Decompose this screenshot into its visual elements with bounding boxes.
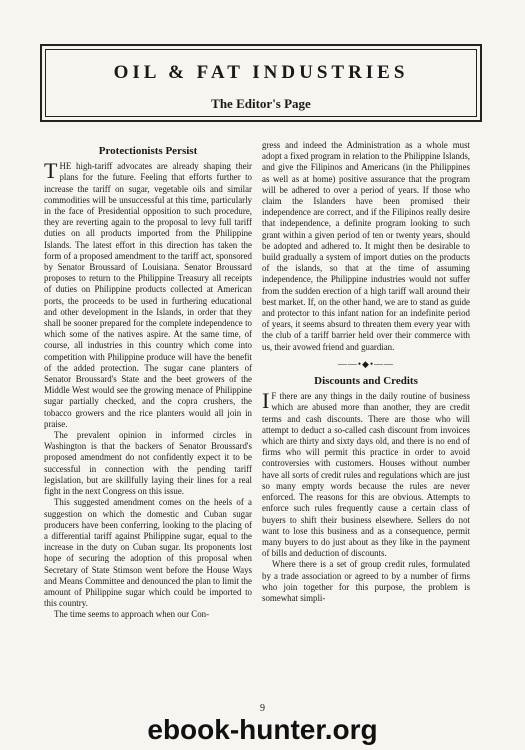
article-title-discounts: Discounts and Credits	[314, 375, 418, 388]
section-divider: ——•◆•——	[337, 358, 395, 369]
article2-paragraph-1: IF there are any things in the daily routine of business which are abused more than another, they are credit terms and cash discounts. There are those who will attempt to deduct a so-called cash discount from invoices which are thirty and sixty days old, and there is no end of firms who will permit this practice in order to avoid controversies with customers. Houses without number have all sorts of credit rules and regulations which are just so many empty words because the rules are never enforced. The reasons for this are obvious. Attempts to enforce such rules frequently cause a certain class of buyers to shift their business elsewhere. Sellers do not want to lose this business and as a consequence, permit many buyers to do just about as they like in the payment of bills and deduction of discounts.	[262, 388, 470, 559]
article1-paragraph-1: THE high-tariff advocates are already shaping their plans for the future. Feeling that efforts further to increase the tariff on sugar, vegetable oils and similar commodities will be unsuccessful at this time, particularly in the face of Presidential opposition to such procedure, they are reverting again to the proposal to levy full tariff duties on all products imported from the Philippine Islands. The latest effort in this direction has taken the form of a proposed amendment to the tariff act, sponsored by Senator Broussard of Louisiana. Senator Broussard proposes to return to the Philippine Treasury all receipts of duties on Philippine products collected at American ports, the proceeds to be used in furthering educational and other development in the Islands, in order that they shall be sooner prepared for the complete independence to which some of the natives aspire. At the same time, of course, all industries in this country which come into competition with Philippine produce will have the benefit of the added protection. The sugar cane planters of Senator Broussard's State and the beet growers of the Middle West would see the growing menace of Philippine sugar partially checked, and the copra crushers, the tobacco growers and the rice planters would all join in praise.	[44, 158, 252, 429]
article-title-protectionists: Protectionists Persist	[98, 145, 198, 157]
article2-paragraph-2: Where there is a set of group credit rules, formulated by a trade association or agreed to by a number of firms who join together for this purpose, the problem is somewhat simpli-	[262, 559, 470, 603]
right-column	[262, 140, 470, 695]
page-subtitle: The Editor's Page	[211, 96, 311, 111]
article1-paragraph-5: gress and indeed the Administration as a whole must adopt a fixed program in relation to the Philippine Islands, and give the Filipinos and Americans (in the Philippines as well as at home) positive assurance that the program will be adhered to over a period of years. If those who claim the Islanders have been promised their independence are correct, and if the Filipinos really desire that independence, a definite program looking to such grant within a given period of ten or twenty years, should be adopted and adhered to. It might then be desirable to build gradually a system of import duties on the products of the islands, so that at the time of assuming independence, the Philippine industries would not suffer from the sudden erection of a high tariff wall around their best market. If, on the other hand, we are to stand as guide and protector to this infant nation for an indefinite period of years, it seems absurd to threaten them every year with the club of a tariff barrier held over their commerce with us, their avowed friend and guardian.	[262, 140, 470, 352]
left-column	[44, 140, 252, 695]
page-number: 9	[260, 703, 265, 714]
article1-paragraph-4: The time seems to approach when our Con-	[54, 609, 210, 620]
article1-paragraph-2: The prevalent opinion in informed circles in Washington is that the backers of Senator Broussard's proposed amendment do not confidently expect it to be successful in connection with the pending tariff legislation, but are skillfully laying their lines for a real fight in the next Congress on this issue.	[44, 430, 252, 497]
masthead-frame	[40, 44, 482, 122]
masthead-title: OIL & FAT INDUSTRIES	[113, 62, 409, 83]
watermark-logo: ebook-hunter.org	[147, 714, 378, 745]
article1-paragraph-3: This suggested amendment comes on the heels of a suggestion on which the domestic and Cuban sugar producers have been conferring, looking to the placing of a differential tariff against Philippine sugar, equal to the increase in the duty on Cuban sugar. Its proponents lost hope of securing the adoption of this proposal when Secretary of State Stimson went before the House Ways and Means Committee and denounced the plan to limit the amount of Philippine sugar which could be imported to this country.	[44, 497, 252, 609]
